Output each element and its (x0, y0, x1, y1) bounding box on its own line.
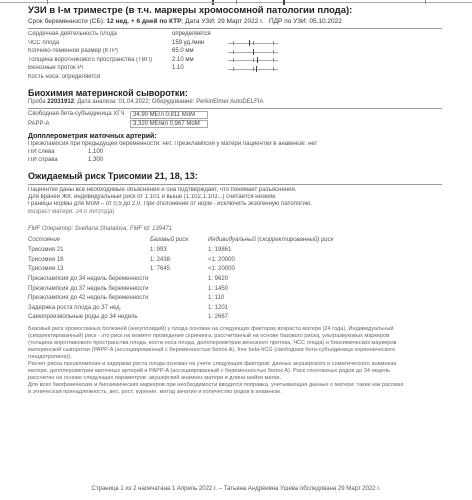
table-row (28, 284, 442, 294)
gauge-marker (256, 66, 257, 72)
doppler-row (28, 157, 442, 166)
doppler-row (28, 148, 442, 157)
gestation-separator: ; (181, 17, 184, 25)
scan-date: Дата УЗИ: 29 Март 2022 г. (185, 17, 264, 25)
base-risk: 1: 2438 (150, 256, 171, 263)
gauge-tick (253, 41, 254, 45)
gauge-tick (233, 67, 234, 71)
risk-notes (28, 326, 442, 396)
section-title-risk: Ожидаемый риск Трисомии 21, 18, 13: (28, 171, 198, 182)
page-footer: Страница 1 из 2 напечатана 1 Апрель 2022 г. – Татьяна Андреевна Ушева обследована 29 Март 2022 г. (91, 486, 381, 492)
note-line: и этническая принадлежность, вес, рост, курение, метод зачатия и количество родов в анамнезе. (28, 389, 282, 396)
table-row (28, 313, 442, 323)
divider (28, 184, 442, 185)
measure-label: Венозный проток PI (28, 65, 84, 72)
divider (28, 28, 442, 29)
table-row (28, 275, 442, 285)
measure-value: определяется (172, 31, 211, 38)
individual-risk: 1: 1201 (208, 304, 229, 311)
gauge-tick (253, 58, 254, 62)
ultrasound-row (28, 39, 442, 48)
ultrasound-row (28, 65, 442, 74)
operator-line: FMF Оператор: Svetlana Shatalova, FMF Id: 139471 (28, 225, 173, 232)
range-gauge (228, 50, 278, 54)
edd: ПДР по УЗИ: 05.10.2022 (268, 17, 342, 25)
risk-line: Границы нормы для МоМ – от 0,5 до 2,0. При отклонении от норм - исключить экзогенную патологию. (28, 201, 313, 208)
pi-label: ПИ слева (28, 148, 55, 155)
gauge-marker (283, 0, 284, 5)
marker-label: Свободная бета-субъединица ХГЧ (28, 111, 125, 118)
individual-risk: 1: 9620 (208, 276, 229, 282)
gauge-tick (273, 67, 274, 71)
measure-label: Сердечная деятельность плода (28, 31, 117, 38)
gauge-tick (233, 50, 234, 54)
doppler-table (28, 148, 442, 165)
condition-name: Трисомия 18 (28, 256, 64, 263)
section-title-doppler: Допплерометрия маточных артерий: (28, 132, 157, 140)
marker-value: 3,320 МЕ/мл 0,967 МоМ (130, 120, 208, 128)
note-line: Расчет риска преэклампсии и задержки роста плода основан на учете следующих факторов: данных акушерского и соматического анамнеза (28, 361, 397, 367)
measure-value: 65.0 мм (172, 48, 194, 55)
note-line: гонадотропина)). (28, 353, 72, 360)
table-row (28, 246, 442, 256)
individual-risk: 1: 1450 (208, 285, 229, 292)
table-row (28, 304, 442, 314)
gauge-tick (233, 58, 234, 62)
measure-value: 159 уд./мин (172, 39, 205, 46)
measure-value: 2.10 мм (172, 56, 194, 63)
gauge-tick (47, 0, 48, 4)
divider (28, 108, 442, 109)
biochem-row (28, 111, 442, 120)
marker-label: PAPP-A (28, 120, 50, 127)
biochem-row (28, 120, 442, 129)
range-gauge (228, 67, 278, 71)
condition-name: Преэклампсия до 34 недель беременности (28, 276, 149, 282)
gestation-line (28, 18, 442, 26)
gestation-value: 12 нед. + 6 дней по КТР (106, 17, 182, 25)
condition-name: Самопроизвольные роды до 34 недель (28, 314, 138, 321)
gauge-marker (257, 57, 258, 63)
individual-risk: <1: 20000 (208, 266, 235, 273)
gauge-tick (236, 0, 237, 4)
note-line: матери, допплерометрии маточных артерий и PAPP-A (ассоциированный с беременностью белок А). Риск спонтанных родов до 34 недель (28, 368, 391, 375)
table-row (28, 256, 442, 266)
note-line: (толщина воротникового пространства плода, кости носа плода, допплерометрии венозного протока, ЧСС плода) и биохимических маркеров (28, 339, 397, 346)
section-title-ultrasound: УЗИ в I-м триместре (в т.ч. маркеры хромосомной патологии плода): (28, 5, 353, 16)
risk-table (28, 237, 442, 323)
col-condition: Состояние (28, 237, 60, 244)
doppler-history: Преэклампсия при предыдущей беременности: нет. Преэклампсия у матери пациентки в анамнезе: нет (28, 141, 318, 148)
ultrasound-row (28, 31, 442, 40)
maternal-age: Возраст матери: 24,0 лет(года) (28, 208, 115, 215)
note-line: (скорректированный) риск - это риск на момент проведения скрининга, рассчитанный на основе базового риска, ультразвуковых маркеров (28, 332, 390, 339)
gauge-tick (273, 50, 274, 54)
table-row (28, 294, 442, 304)
measure-label: Кость носа: определяется (28, 73, 101, 80)
condition-name: Задержка роста плода до 37 нед. (28, 304, 122, 311)
base-risk: 1: 993 (150, 247, 167, 254)
measure-value: 1.10 (172, 65, 184, 72)
range-gauge (228, 41, 278, 45)
pi-value: 1.100 (88, 148, 104, 155)
gauge-tick (253, 67, 254, 71)
condition-name: Трисомия 13 (28, 266, 64, 273)
risk-table-body (28, 246, 442, 323)
note-line: Для всех биофизических и биохимических маркеров при необходимости вводится поправка, учитывающая данные о матери: такие как расовая (28, 382, 404, 389)
note-line: материнской сыворотки (PAPP-A (ассоциированный с беременностью белок А), free beta-hCG (свободная бета-субъединица хорионического (28, 346, 396, 353)
risk-table-header (28, 237, 442, 246)
ultrasound-row (28, 48, 442, 57)
gauge-marker (249, 40, 250, 46)
analysis-meta: Дата анализа: 01.04.2022; Оборудование: PerkinElmer AutoDELFIA (77, 98, 264, 105)
marker-value: 34,90 МЕ/л 0,811 МоМ (130, 111, 208, 119)
gauge-tick (273, 41, 274, 45)
measure-label: Копчико-теменной размер (КТР) (28, 48, 119, 55)
probe-label: Проба (28, 98, 46, 105)
risk-line: Для врачей ЖК: индивидуальный риск от 1:101 и выше (1:102,1:103...) считается низким. (28, 194, 277, 201)
condition-name: Преэклампсия до 42 недель беременности (28, 295, 149, 302)
individual-risk: 1: 110 (208, 295, 225, 302)
measure-label: Толщина воротникового пространства (ТВП) (28, 56, 152, 63)
biochem-table (28, 111, 442, 129)
condition-name: Преэклампсия до 37 недель беременности (28, 285, 149, 292)
pi-label: ПИ справа (28, 157, 58, 164)
gauge-tick (273, 58, 274, 62)
note-line: рассчитан на основе следующих параметров: акушерский анамнез матери и длина шейки матки. (28, 375, 282, 382)
ultrasound-row (28, 56, 442, 65)
individual-risk: 1: 19861 (208, 247, 232, 254)
base-risk: 1: 7645 (150, 266, 171, 273)
col-base-risk: Базовый риск (150, 237, 189, 244)
gauge-tick (425, 0, 426, 4)
risk-line: Пациентке даны все необходимые объяснения и она подтверждает, что понимает разъяснения. (28, 187, 297, 194)
gauge-marker (253, 49, 254, 55)
col-individual-risk: Индивидуальный (скорректированный) риск (208, 237, 334, 244)
condition-name: Трисомия 21 (28, 247, 64, 254)
ultrasound-table (28, 31, 442, 82)
measure-label: ЧСС плода (28, 39, 60, 46)
pi-value: 1.300 (88, 157, 104, 164)
probe-id: 22031912 (47, 98, 74, 105)
individual-risk: <1: 20000 (208, 256, 235, 263)
range-gauge (228, 58, 278, 62)
gestation-label: Срок беременности (СБ): (28, 17, 105, 25)
individual-risk: 1: 2667 (208, 314, 229, 321)
note-line: Базовый риск хромосомных болезней (анеуплоидий) у плода основан на следующих факторах возраста матери (24 года). Индивидуальный (28, 325, 394, 332)
table-row (28, 265, 442, 275)
section-title-biochem: Биохимия материнской сыворотки: (28, 87, 188, 98)
ultrasound-row (28, 73, 442, 82)
gauge-tick (233, 41, 234, 45)
biochem-meta: Проба 22031912; Дата анализа: 01.04.2022; Оборудование: PerkinElmer AutoDELFIA (28, 98, 264, 105)
